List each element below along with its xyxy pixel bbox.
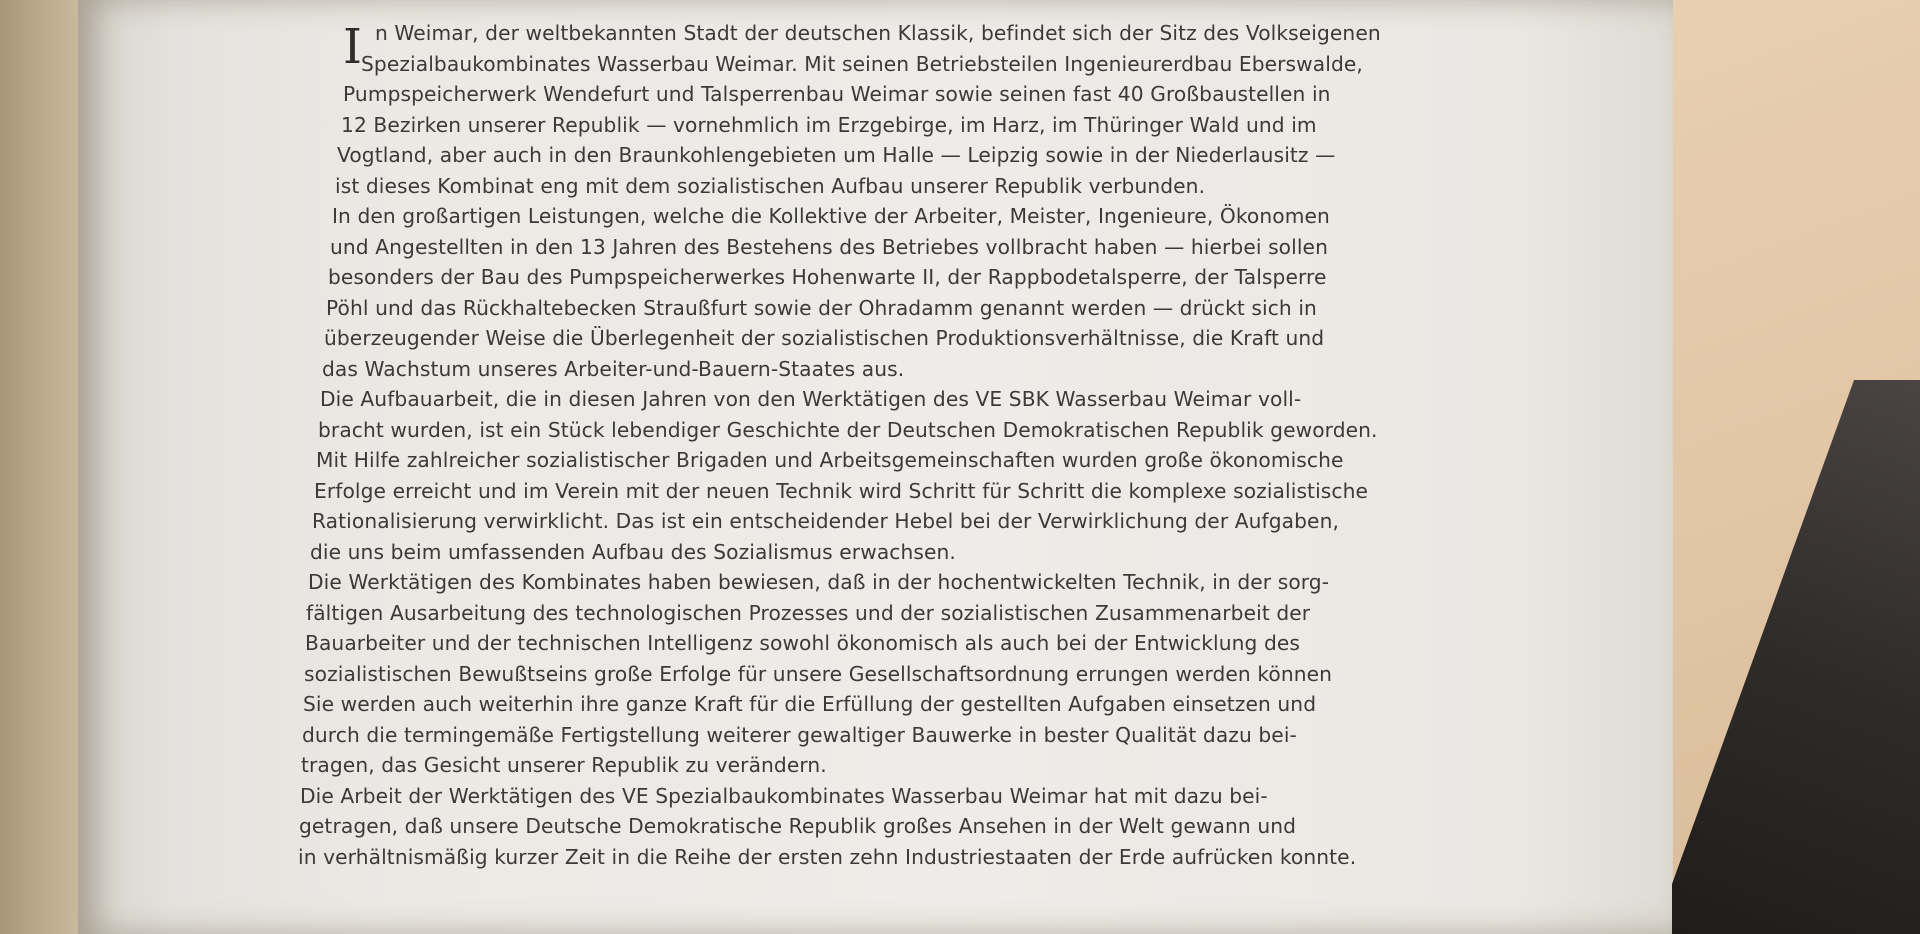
text-line: tragen, das Gesicht unserer Republik zu verändern. — [301, 753, 827, 777]
text-line: Erfolge erreicht und im Verein mit der neuen Technik wird Schritt für Schritt die komplexe sozialistische — [314, 478, 1369, 503]
text-line: bracht wurden, ist ein Stück lebendiger Geschichte der Deutschen Demokratischen Republik geworden. — [318, 417, 1378, 442]
text-line: Die Werktätigen des Kombinates haben bewiesen, daß in der hochentwickelten Technik, in der sorg- — [308, 570, 1330, 594]
text-line: das Wachstum unseres Arbeiter-und-Bauern-Staates aus. — [322, 356, 905, 381]
text-line: Mit Hilfe zahlreicher sozialistischer Brigaden und Arbeitsgemeinschaften wurden große ökonomische — [316, 448, 1344, 472]
text-line: fältigen Ausarbeitung des technologischen Prozesses und der sozialistischen Zusammenarbeit der — [306, 600, 1311, 625]
text-line: und Angestellten in den 13 Jahren des Bestehens des Betriebes vollbracht haben — hierbei sollen — [330, 234, 1328, 259]
text-line: in verhältnismäßig kurzer Zeit in die Reihe der ersten zehn Industriestaaten der Erde aufrücken konnte. — [298, 844, 1357, 869]
text-line: Die Arbeit der Werktätigen des VE Spezialbaukombinates Wasserbau Weimar hat mit dazu bei- — [300, 783, 1268, 808]
text-line: ist dieses Kombinat eng mit dem sozialistischen Aufbau unserer Republik verbunden. — [335, 173, 1206, 198]
text-line: Sie werden auch weiterhin ihre ganze Kraft für die Erfüllung der gestellten Aufgaben einsetzen und — [303, 692, 1317, 716]
text-line: Pumpspeicherwerk Wendefurt und Talsperrenbau Weimar sowie seinen fast 40 Großbaustellen in — [343, 82, 1331, 106]
text-line: sozialistischen Bewußtseins große Erfolge für unsere Gesellschaftsordnung errungen werden können — [304, 661, 1333, 686]
text-line: Vogtland, aber auch in den Braunkohlengebieten um Halle — Leipzig sowie in der Niederlausitz — — [337, 143, 1336, 167]
text-line: Pöhl und das Rückhaltebecken Straußfurt sowie der Ohradamm genannt werden — drückt sich in — [326, 295, 1317, 320]
text-line: getragen, daß unsere Deutsche Demokratische Republik großes Ansehen in der Welt gewann und — [299, 814, 1297, 838]
text-line: durch die termingemäße Fertigstellung weiterer gewaltiger Bauwerke in bester Qualität dazu bei- — [302, 722, 1297, 747]
body-text — [298, 18, 1405, 872]
text-line: Bauarbeiter und der technischen Intelligenz sowohl ökonomisch als auch bei der Entwicklung des — [305, 631, 1301, 655]
text-line: n Weimar, der weltbekannten Stadt der deutschen Klassik, befindet sich der Sitz des Volkseigenen — [375, 21, 1381, 45]
text-line: die uns beim umfassenden Aufbau des Sozialismus erwachsen. — [310, 539, 956, 564]
text-line: besonders der Bau des Pumpspeicherwerkes Hohenwarte II, der Rappbodetalsperre, der Talsperre — [328, 265, 1327, 289]
text-line: 12 Bezirken unserer Republik — vornehmlich im Erzgebirge, im Harz, im Thüringer Wald und im — [341, 112, 1317, 137]
text-line: In den großartigen Leistungen, welche die Kollektive der Arbeiter, Meister, Ingenieure, Ökonomen — [332, 204, 1330, 228]
text-line: überzeugender Weise die Überlegenheit der sozialistischen Produktionsverhältnisse, die Kraft und — [324, 326, 1325, 350]
text-line: Spezialbaukombinates Wasserbau Weimar. Mit seinen Betriebsteilen Ingenieurerdbau Eberswalde, — [361, 51, 1363, 76]
drop-cap-initial: I — [343, 19, 362, 75]
text-line: Rationalisierung verwirklicht. Das ist ein entscheidender Hebel bei der Verwirklichung der Aufgaben, — [312, 509, 1339, 533]
text-line: Die Aufbauarbeit, die in diesen Jahren von den Werktätigen des VE SBK Wasserbau Weimar voll- — [320, 387, 1302, 411]
